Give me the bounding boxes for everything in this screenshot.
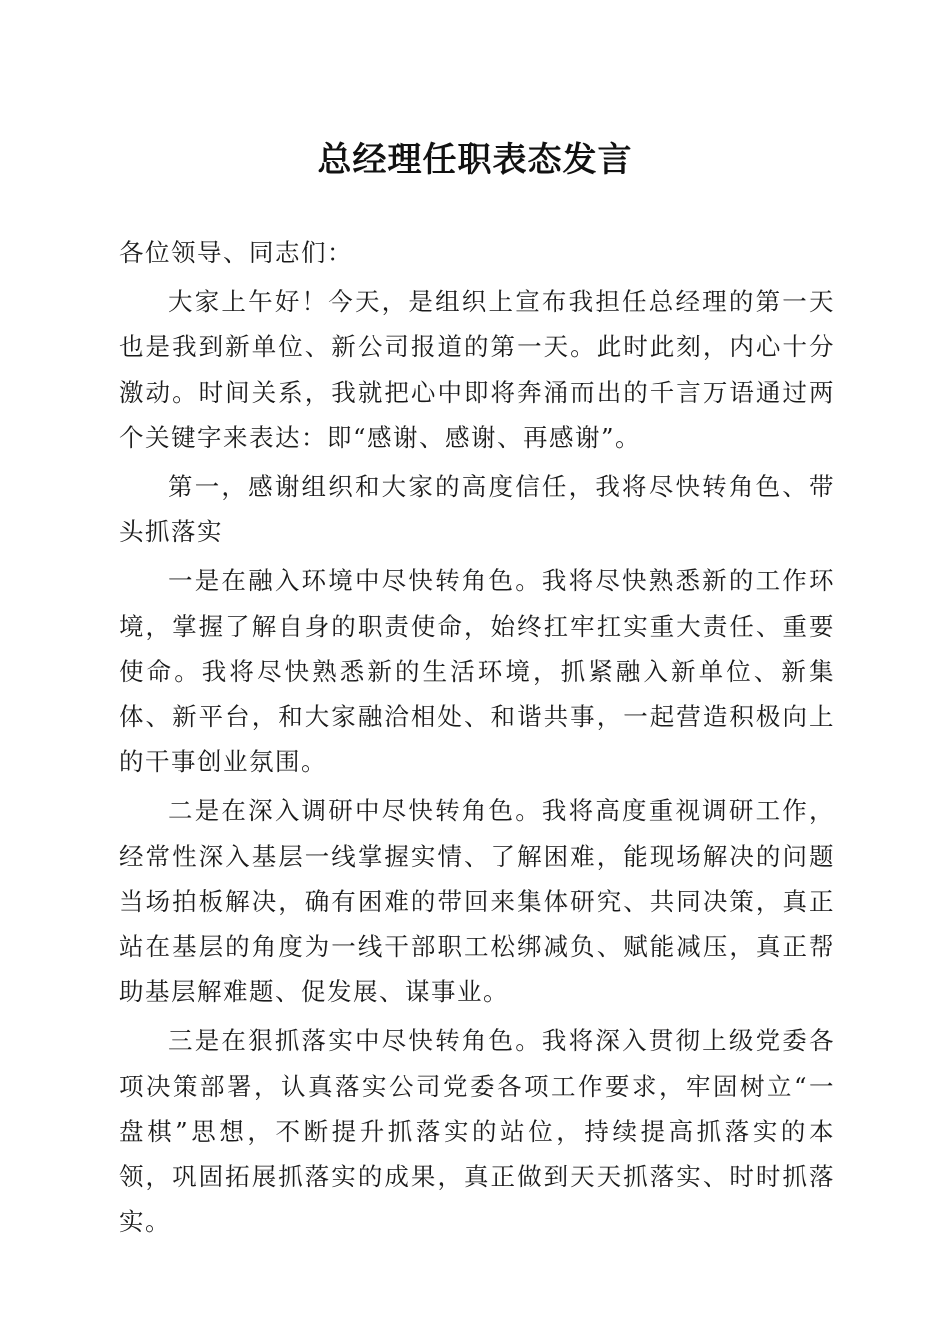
paragraph-lead: 二是在深入调研中尽快转角色。	[168, 796, 542, 826]
paragraph-greeting	[119, 279, 835, 460]
paragraph-text: 我将高度重视调研工作，经常性深入基层一线掌握实情、了解困难，能现场解决的问题当场拍板解决，确有困难的带回来集体研究、共同决策，真正站在基层的角度为一线干部职工松绑减负、赋能减压，真正帮助基层解难题、促发展、谋事业。	[119, 796, 836, 1007]
paragraph-lead: 一是在融入环境中尽快转角色。	[168, 566, 542, 596]
paragraph-text: 大家上午好！今天，是组织上宣布我担任总经理的第一天也是我到新单位、新公司报道的第一天。此时此刻，内心十分激动。时间关系，我就把心中即将奔涌而出的千言万语通过两个关键字来表达：即“感谢、感谢、再感谢”。	[119, 287, 835, 452]
paragraph-point-two	[119, 788, 835, 1014]
paragraph-lead: 三是在狠抓落实中尽快转角色。	[168, 1026, 542, 1056]
paragraph-text: 我将深入贯彻上级党委各项决策部署，认真落实公司党委各项工作要求，牢固树立“一盘棋”思想，不断提升抓落实的站位，持续提高抓落实的本领，巩固拓展抓落实的成果，真正做到天天抓落实、时时抓落实。	[119, 1026, 836, 1237]
document-body	[119, 230, 835, 1248]
page-title: 总经理任职表态发言	[317, 140, 633, 180]
paragraph-lead: 第一，感谢组织和大家的高度信任，我将尽快转角色、带头抓落实	[119, 472, 835, 547]
paragraph-point-three	[119, 1018, 835, 1244]
paragraph-point-one	[119, 558, 835, 784]
paragraph-section-heading	[119, 464, 835, 554]
salutation: 各位领导、同志们：	[119, 238, 353, 267]
paragraph-text: 我将尽快熟悉新的工作环境，掌握了解自身的职责使命，始终扛牢扛实重大责任、重要使命。我将尽快熟悉新的生活环境，抓紧融入新单位、新集体、新平台，和大家融洽相处、和谐共事，一起营造积极向上的干事创业氛围。	[119, 566, 836, 777]
